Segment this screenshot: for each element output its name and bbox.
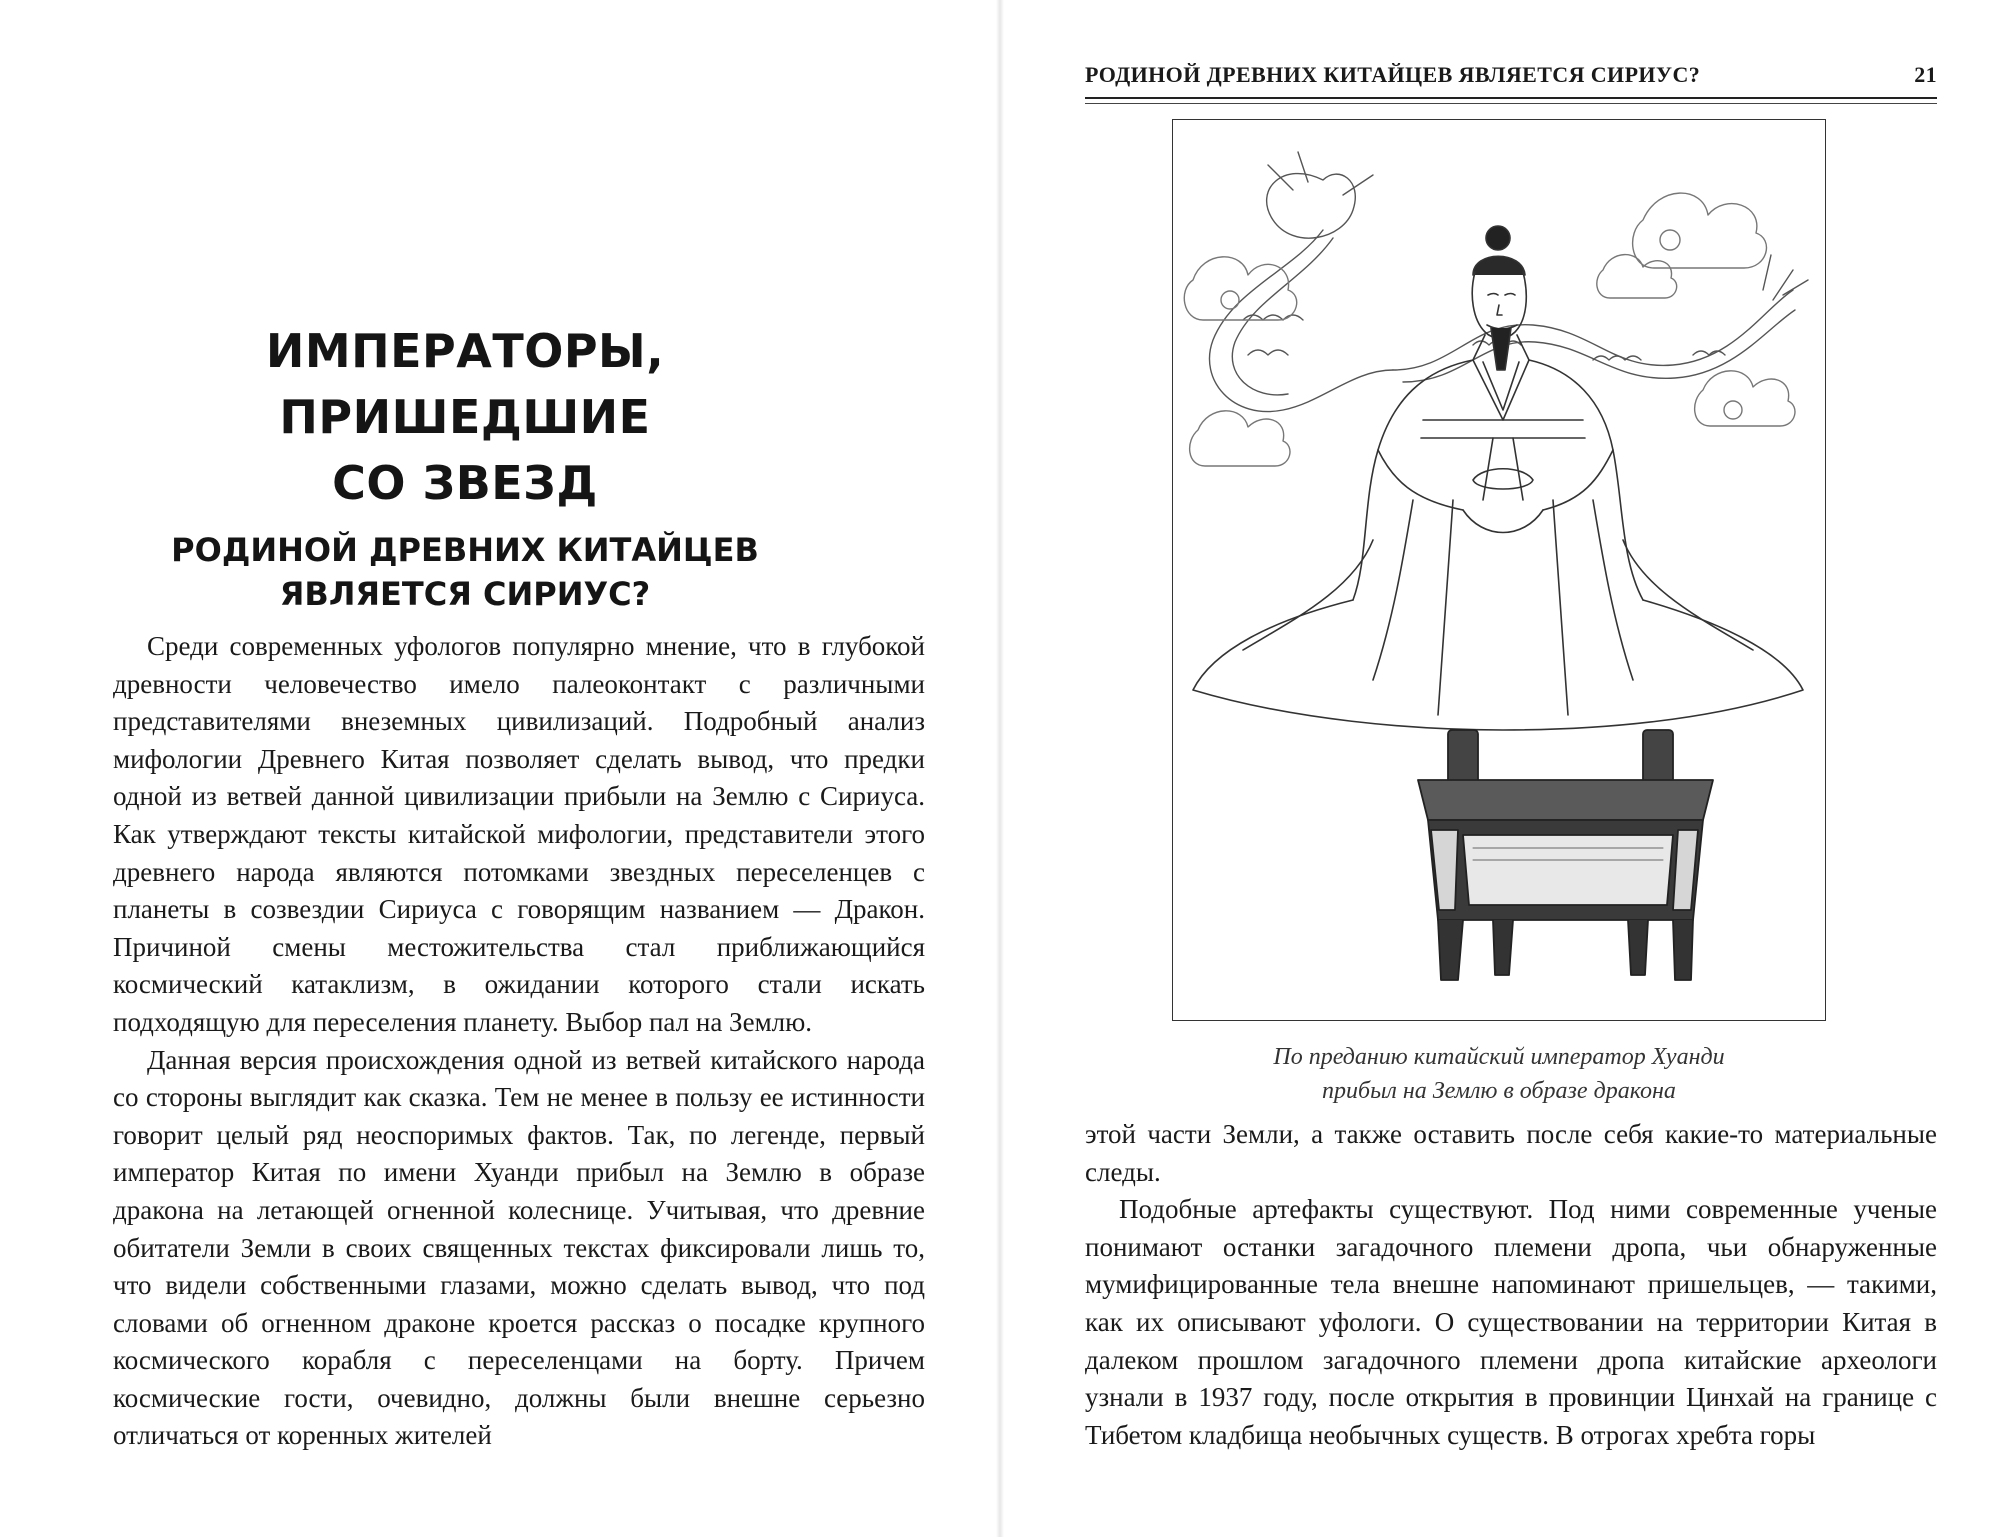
header-rule xyxy=(1085,97,1937,99)
emperor-illustration xyxy=(1172,119,1826,1021)
bronze-vessel-drawing xyxy=(1418,730,1713,980)
section-title-line-1: РОДИНОЙ ДРЕВНИХ КИТАЙЦЕВ xyxy=(171,531,759,569)
chapter-title-line-2: СО ЗВЕЗД xyxy=(332,456,598,510)
right-body-text xyxy=(1085,1116,1937,1454)
caption-line-2: прибыл на Землю в образе дракона xyxy=(1322,1078,1676,1104)
illustration-caption xyxy=(1172,1040,1826,1108)
paragraph: Среди современных уфологов популярно мнение, что в глубокой древности человечество имело палеоконтакт с различными представителями внеземных цивилизаций. Подробный анализ мифологии Древнего Китая позволяет сделать вывод, что предки одной из ветвей данной цивилизации прибыли на Землю с Сириуса. Как утверждают тексты китайской мифологии, представители этого древнего народа являются потомками звездных переселенцев с планеты в созвездии Сириуса с говорящим названием — Дракон. Причиной смены местожительства стал приближающийся космический катаклизм, в ожидании которого стали искать подходящую для переселения планету. Выбор пал на Землю. xyxy=(113,631,925,1037)
section-title-line-2: ЯВЛЯЕТСЯ СИРИУС? xyxy=(279,575,651,613)
paragraph-continued: этой части Земли, а также оставить после себя какие-то материальные следы. xyxy=(1085,1119,1937,1187)
left-body-text xyxy=(113,628,925,1455)
chapter-title-line-1: ИМПЕРАТОРЫ, ПРИШЕДШИЕ xyxy=(265,324,665,444)
paragraph: Подобные артефакты существуют. Под ними современные ученые понимают останки загадочного племени дропа, чьи обнаруженные мумифицированные тела внешне напоминают пришельцев, — такими, как их описывают уфологи. О существовании на территории Китая в далеком прошлом загадочного племени дропа китайские археологи узнали в 1937 году, после открытия в провинции Цинхай на границе с Тибетом кладбища необычных существ. В отрогах хребта горы xyxy=(1085,1194,1937,1450)
right-page xyxy=(1000,0,2000,1537)
header-rule-thin xyxy=(1085,103,1937,104)
running-head xyxy=(1085,58,1937,94)
emperor-figure xyxy=(1193,226,1803,730)
dragon-drawing xyxy=(1209,152,1808,412)
chapter-title xyxy=(100,318,830,516)
page-number: 21 xyxy=(1914,62,1937,87)
running-head-title: РОДИНОЙ ДРЕВНИХ КИТАЙЦЕВ ЯВЛЯЕТСЯ СИРИУС? xyxy=(1085,62,1701,87)
paragraph: Данная версия происхождения одной из ветвей китайского народа со стороны выглядит как сказка. Тем не менее в пользу ее истинности говорит целый ряд неоспоримых фактов. Так, по легенде, первый император Китая по имени Хуанди прибыл на Землю в образе дракона на летающей огненной колеснице. Учитывая, что древние обитатели Земли в своих священных текстах фиксировали лишь то, что видели собственными глазами, можно сделать вывод, что под словами об огненном драконе кроется рассказ о посадке крупного космического корабля с переселенцами на борту. Причем космические гости, очевидно, должны были внешне серьезно отличаться от коренных жителей xyxy=(113,1044,925,1451)
section-title xyxy=(100,528,830,616)
caption-line-1: По преданию китайский император Хуанди xyxy=(1273,1044,1725,1070)
